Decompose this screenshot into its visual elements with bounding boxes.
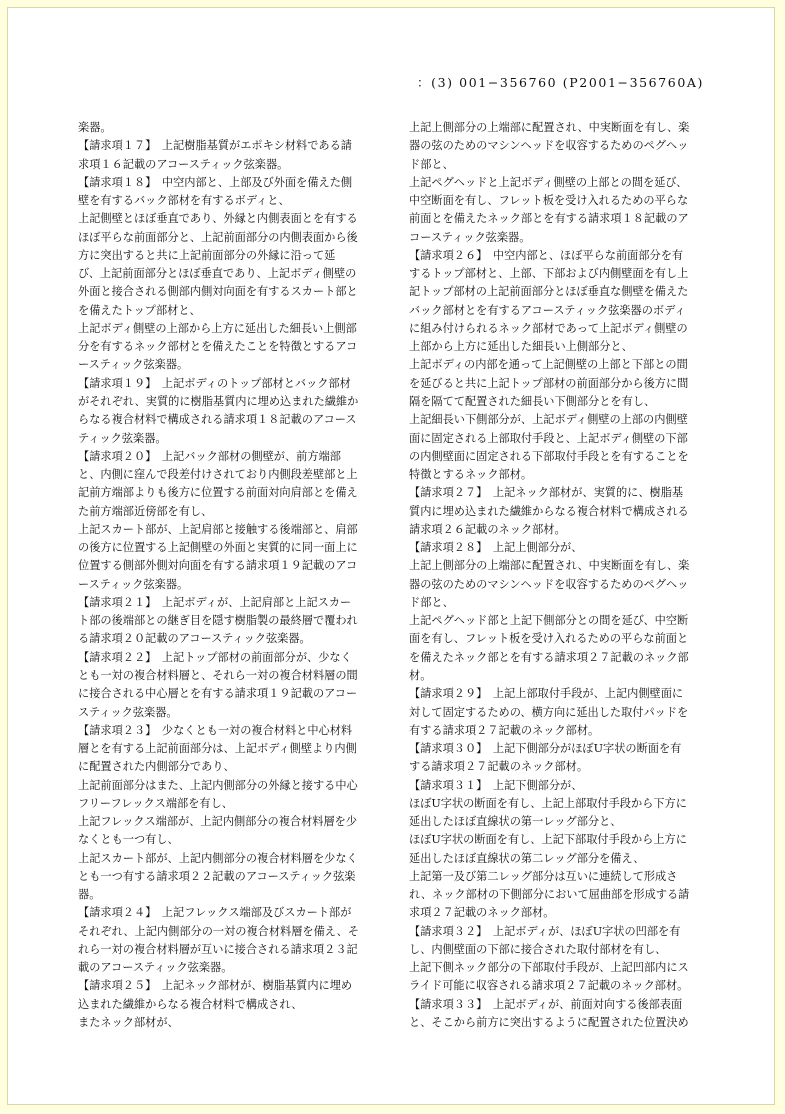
text-line: する請求項２７記載のネック部材。 xyxy=(409,760,589,774)
text-line: 【請求項３２】 上記ボディが、ほぼU字状の凹部を有 xyxy=(409,924,681,938)
text-line: 求項２７記載のネック部材。 xyxy=(409,906,555,920)
text-line: を備えたトップ部材と、 xyxy=(78,303,201,317)
text-line: 請求項２６記載のネック部材。 xyxy=(409,522,566,536)
text-line: するトップ部材と、上部、下部および内側壁面を有し上 xyxy=(409,267,689,281)
text-line: の内側壁面に固定される下部取付手段とを有することを xyxy=(409,449,689,463)
text-line: 分を有するネック部材とを備えたことを特徴とするアコ xyxy=(78,340,358,354)
text-line: を延びると共に上記トップ部材の前面部分から後方に間 xyxy=(409,376,689,390)
text-line: 中空断面を有し、フレット板を受け入れるための平らな xyxy=(409,194,689,208)
text-line: 上記スカート部が、上記肩部と接触する後端部と、肩部 xyxy=(78,522,358,536)
text-line: がそれぞれ、実質的に樹脂基質内に埋め込まれた繊維か xyxy=(78,394,359,408)
text-line: それぞれ、上記内側部分の一対の複合材料層を備え、そ xyxy=(78,924,360,938)
text-line: に配置された内側部分であり、 xyxy=(78,760,235,774)
text-line: 上記スカート部が、上記内側部分の複合材料層を少なく xyxy=(78,851,358,865)
text-line: 上記ペグヘッドと上記ボディ側壁の上部との間を延び、 xyxy=(409,175,688,189)
text-line: 込まれた繊維からなる複合材料で構成され、 xyxy=(78,997,303,1011)
text-line: 【請求項２３】 少なくとも一対の複合材料と中心材料 xyxy=(78,723,353,737)
text-line: 【請求項２５】 上記ネック部材が、樹脂基質内に埋め xyxy=(78,979,353,993)
text-line: の後方に位置する上記側壁の外面と実質的に同一面上に xyxy=(78,541,358,555)
text-line: ースティック弦楽器。 xyxy=(78,577,189,591)
text-line: 載のアコースティック弦楽器。 xyxy=(78,961,233,975)
text-line: ほぼ平らな前面部分と、上記前面部分の内側表面から後 xyxy=(78,230,358,244)
text-line: 器。 xyxy=(78,888,101,902)
text-line: 延出したほぼ直線状の第一レッグ部分と、 xyxy=(409,815,622,829)
text-line: び、上記前面部分とほぼ垂直であり、上記ボディ側壁の xyxy=(78,267,357,281)
text-line: し、内側壁面の下部に接合された取付部材を有し、 xyxy=(409,942,667,956)
text-line: 【請求項３３】 上記ボディが、前面対向する後部表面 xyxy=(409,997,683,1011)
text-line: に接合される中心層とを有する請求項１９記載のアコー xyxy=(78,687,358,701)
text-line: 上記ボディ側壁の上部から上方に延出した細長い上側部 xyxy=(78,321,357,335)
text-line: と、内側に窪んで段差付けされており内側段差壁部と上 xyxy=(78,468,358,482)
text-line: ト部の後端部との継ぎ目を隠す樹脂製の最終層で覆われ xyxy=(78,614,358,628)
text-line: 【請求項１９】 上記ボディのトップ部材とバック部材 xyxy=(78,376,351,390)
text-line: 材。 xyxy=(409,668,432,682)
text-line: 【請求項２７】 上記ネック部材が、実質的に、樹脂基 xyxy=(409,486,684,500)
text-line: 有する請求項２７記載のネック部材。 xyxy=(409,723,600,737)
text-line: なくとも一つ有し、 xyxy=(78,833,179,847)
text-line: ほぼU字状の断面を有し、上記上部取付手段から下方に xyxy=(409,796,687,810)
text-line: とも一対の複合材料層と、それら一対の複合材料層の間 xyxy=(78,668,358,682)
text-line: 外面と接合される側部内側対向面を有するスカート部と xyxy=(78,285,358,299)
text-line: れ、ネック部材の下側部分において屈曲部を形成する請 xyxy=(409,888,690,902)
text-line: ド部と、 xyxy=(409,595,454,609)
text-line: 上部から上方に延出した細長い上側部分と、 xyxy=(409,340,633,354)
left-column xyxy=(78,119,374,1032)
text-line: 【請求項２６】 中空内部と、ほぼ平らな前面部分を有 xyxy=(409,248,684,262)
text-line: 【請求項３０】 上記下側部分がほぼU字状の断面を有 xyxy=(409,742,682,756)
text-line: 上記ペグヘッド部と上記下側部分との間を延び、中空断 xyxy=(409,614,689,628)
text-line: 【請求項３１】 上記下側部分が、 xyxy=(409,778,583,792)
text-line: ティック弦楽器。 xyxy=(78,431,167,445)
text-line: 記前方端部よりも後方に位置する前面対向肩部とを備え xyxy=(78,486,358,500)
text-line: 【請求項２０】 上記バック部材の側壁が、前方端部 xyxy=(78,449,341,463)
text-line: 壁を有するバック部材を有するボディと、 xyxy=(78,194,290,208)
text-line: 上記フレックス端部が、上記内側部分の複合材料層を少 xyxy=(78,815,358,829)
text-line: 対して固定するための、横方向に延出した取付パッドを xyxy=(409,705,689,719)
text-line: 楽器。 xyxy=(78,121,112,134)
text-line: と、そこから前方に突出するように配置された位置決め xyxy=(409,1016,689,1030)
text-line: またネック部材が、 xyxy=(78,1016,179,1030)
text-line: 【請求項１７】 上記樹脂基質がエポキシ材料である請 xyxy=(78,139,352,153)
text-line: 面に固定される上部取付手段と、上記ボディ側壁の下部 xyxy=(409,431,688,445)
text-line: 上記ボディの内部を通って上記側壁の上部と下部との間 xyxy=(409,358,688,372)
text-line: 上記細長い下側部分が、上記ボディ側壁の上部の内側壁 xyxy=(409,413,688,427)
text-line: 【請求項２４】 上記フレックス端部及びスカート部が xyxy=(78,906,352,920)
right-column xyxy=(409,119,705,1032)
text-line: 前面とを備えたネック部とを有する請求項１８記載のア xyxy=(409,212,689,226)
publication-header: ：(3) 001−356760 (P2001−356760A) xyxy=(417,75,704,90)
text-line: 上記下側ネック部分の下部取付手段が、上記凹部内にス xyxy=(409,961,689,975)
text-line: 【請求項２９】 上記上部取付手段が、上記内側壁面に xyxy=(409,687,684,701)
text-line: 上記前面部分はまた、上記内側部分の外縁と接する中心 xyxy=(78,778,358,792)
text-line: 求項１６記載のアコースティック弦楽器。 xyxy=(78,157,289,171)
text-line: スティック弦楽器。 xyxy=(78,705,178,719)
text-line: 【請求項２２】 上記トップ部材の前面部分が、少なく xyxy=(78,650,352,664)
text-line: らなる複合材料で構成される請求項１８記載のアコース xyxy=(78,413,357,427)
text-line: バック部材とを有するアコースティック弦楽器のボディ xyxy=(409,303,686,317)
text-line: フリーフレックス端部を有し、 xyxy=(78,796,233,810)
text-line: 特徴とするネック部材。 xyxy=(409,468,533,482)
text-line: 器の弦のためのマシンヘッドを収容するためのペグヘッ xyxy=(409,577,689,591)
text-line: 【請求項２８】 上記上側部分が、 xyxy=(409,541,583,555)
document-page xyxy=(7,7,775,1105)
text-line: 【請求項２１】 上記ボディが、上記肩部と上記スカー xyxy=(78,595,352,609)
text-line: に組み付けられるネック部材であって上記ボディ側壁の xyxy=(409,321,688,335)
text-line: 質内に埋め込まれた繊維からなる複合材料で構成される xyxy=(409,504,689,518)
text-line: る請求項２０記載のアコースティック弦楽器。 xyxy=(78,632,311,646)
text-line: 記トップ部材の上記前面部分とほぼ垂直な側壁を備えた xyxy=(409,285,689,299)
text-line: 上記上側部分の上端部に配置され、中実断面を有し、楽 xyxy=(409,121,690,134)
text-line: 面を有し、フレット板を受け入れるための平らな前面と xyxy=(409,632,689,646)
text-line: 延出したほぼ直線状の第二レッグ部分を備え、 xyxy=(409,851,645,865)
text-line: 層とを有する上記前面部分は、上記ボディ側壁より内側 xyxy=(78,742,357,756)
text-line: ライド可能に収容される請求項２７記載のネック部材。 xyxy=(409,979,689,993)
text-line: ースティック弦楽器。 xyxy=(78,358,189,372)
text-line: 位置する側部外側対向面を有する請求項１９記載のアコ xyxy=(78,559,358,573)
text-line: を備えたネック部とを有する請求項２７記載のネック部 xyxy=(409,650,689,664)
text-line: れら一対の複合材料層が互いに接合される請求項２３記 xyxy=(78,942,358,956)
text-line: 方に突出すると共に上記前面部分の外縁に沿って延 xyxy=(78,248,336,262)
text-line: ド部と、 xyxy=(409,157,454,171)
text-line: 上記側壁とほぼ垂直であり、外縁と内側表面とを有する xyxy=(78,212,358,226)
text-line: た前方端部近傍部を有し、 xyxy=(78,504,213,518)
text-line: 隔を隔てて配置された細長い下側部分とを有し、 xyxy=(409,394,656,408)
text-line: ほぼU字状の断面を有し、上記下部取付手段から上方に xyxy=(409,833,687,847)
text-line: 上記上側部分の上端部に配置され、中実断面を有し、楽 xyxy=(409,559,690,573)
text-line: 上記第一及び第二レッグ部分は互いに連続して形成さ xyxy=(409,869,678,883)
text-line: 【請求項１８】 中空内部と、上部及び外面を備えた側 xyxy=(78,175,353,189)
text-line: 器の弦のためのマシンヘッドを収容するためのペグヘッ xyxy=(409,139,689,153)
text-line: コースティック弦楽器。 xyxy=(409,230,531,244)
text-line: とも一つ有する請求項２２記載のアコースティック弦楽 xyxy=(78,869,356,883)
